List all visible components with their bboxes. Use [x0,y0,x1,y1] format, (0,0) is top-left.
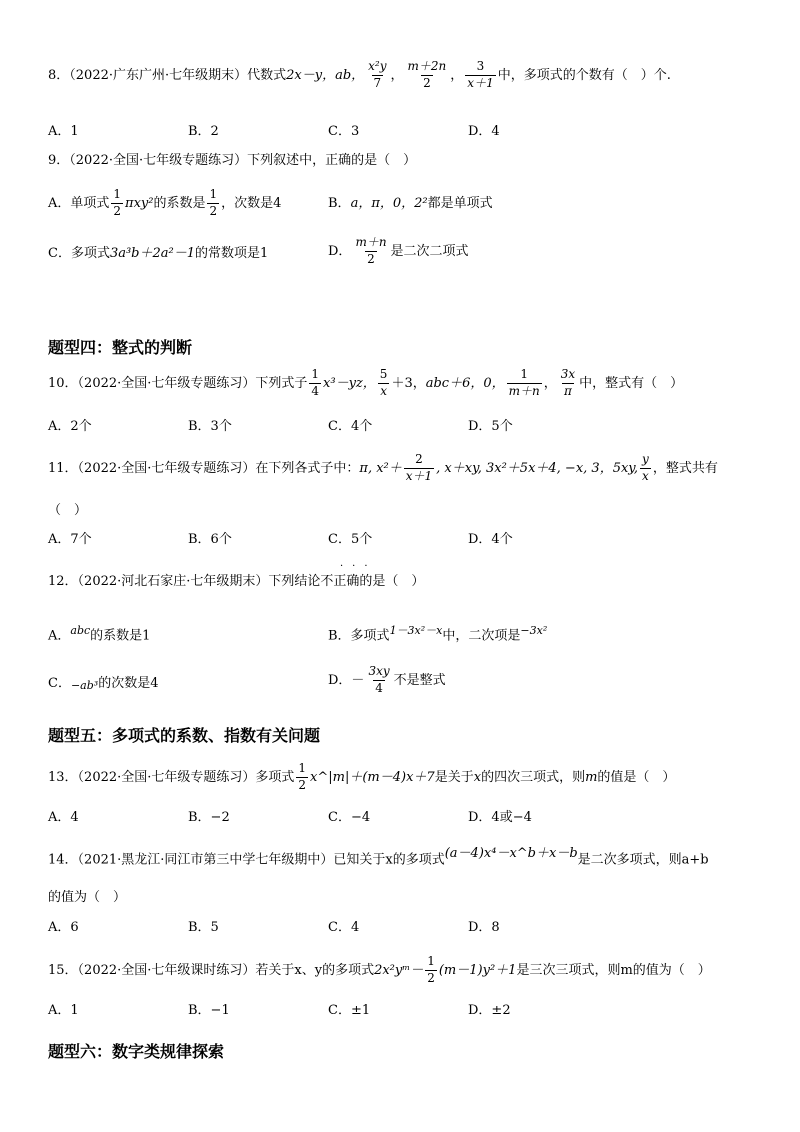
option-d: D．5个 [468,419,513,434]
fraction: $\frac{m+n}{2}$ [355,235,387,266]
fraction: $\frac{1}{4}$ [311,367,320,398]
question-10: 10．（2022·全国·七年级专题练习）下列式子 $\frac{1}{4}$ x³－yz， $\frac{5}{x}$ ＋3，abc＋6，0， $\frac{1}{m+n}$ ， $\frac{3x}{\pi}$ 中，整式有（ ） [48,367,684,398]
option-d: D．8 [468,920,500,935]
section-heading-4: 题型四：整式的判断 [48,338,193,357]
option-c: C．4 [328,920,360,935]
question-8-suffix: 中，多项式的个数有（ ）个. [497,67,671,83]
option-d: D．4或−4 [468,810,532,825]
option-d: D．4个 [468,532,513,547]
question-12-option-c: C．−ab³的次数是4 [48,676,159,693]
question-12-option-b: B．多项式$^{1-3x^2-x}$中，二次项是$^{-3x^2}$ [328,624,548,644]
fraction: $\frac{3}{x+1}$ [467,59,494,90]
question-12-option-d: D．－ $\frac{3xy}{4}$ 不是整式 [328,664,446,695]
option-a: A．1 [48,124,79,139]
option-b: B．−1 [188,1003,230,1018]
fraction: $\frac{1}{2}$ [113,187,122,218]
fraction: $\frac{1}{2}$ [427,954,435,985]
question-8-expr: 2x－y，ab， [286,67,365,83]
option-c: C．3 [328,124,360,139]
emphasis-dots: ··· [340,561,377,572]
fraction: $\frac{y}{x}$ [642,452,649,483]
question-11: 11．（2022·全国·七年级专题练习）在下列各式子中：π, x²＋ $\frac{2}{x+1}$ , x＋xy, 3x²＋5x＋4, −x, 3，5xy, $\frac{y}{x}$ ，整式共有 [48,452,718,483]
section-heading-6: 题型六：数字类规律探索 [48,1042,225,1061]
fraction: $\frac{\text{x²y}}{7}$ [368,59,387,90]
question-13: 13．（2022·全国·七年级专题练习）多项式 $\frac{1}{2}$ x^|m|＋(m－4)x＋7是关于x的四次三项式，则m的值是（ ） [48,761,676,792]
question-11-paren: （ ） [48,503,88,518]
option-c: C．−4 [328,810,371,825]
option-c: C．5个 [328,532,373,547]
fraction: $\frac{5}{x}$ [379,367,388,398]
question-9-option-b: B．a，π，0，2²都是单项式 [328,196,493,211]
question-9-option-a: A．单项式 $\frac{1}{2}$ πxy²的系数是 $\frac{1}{2}$ ，次数是4 [48,187,282,218]
question-8: 8．（2022·广东广州·七年级期末）代数式2x－y，ab， $\frac{\text{x²y}}{7}$ ， $\frac{m+2n}{2}$ ， $\frac{3}{x+1}$ 中，多项式的个数有（ ）个. [48,59,671,90]
section-heading-5: 题型五：多项式的系数、指数有关问题 [48,726,321,745]
option-b: B．5 [188,920,219,935]
question-8-prefix: 8．（2022·广东广州·七年级期末）代数式 [48,67,287,83]
fraction: $\frac{3xy}{4}$ [368,664,390,695]
fraction: $\frac{1}{2}$ [298,761,307,792]
option-a: A．7个 [48,532,92,547]
option-b: B．−2 [188,810,230,825]
question-9-option-d: D． $\frac{m+n}{2}$ 是二次二项式 [328,235,469,266]
question-15: 15．（2022·全国·七年级课时练习）若关于x、y的多项式2x²yᵐ－ $\frac{1}{2}$ (m－1)y²＋1是三次三项式，则m的值为（ ） [48,954,711,985]
option-b: B．2 [188,124,219,139]
option-b: B．6个 [188,532,232,547]
fraction: $\frac{2}{x+1}$ [405,452,433,483]
option-b: B．3个 [188,419,232,434]
option-d: D．±2 [468,1003,511,1018]
option-a: A．2个 [48,419,92,434]
question-9-option-c: C．多项式3a³b＋2a²－1的常数项是1 [48,246,269,261]
option-c: C．±1 [328,1003,371,1018]
option-a: A．1 [48,1003,79,1018]
option-c: C．4个 [328,419,373,434]
question-12-option-a: A．$^{abc}$的系数是1 [48,624,151,644]
option-a: A．6 [48,920,79,935]
fraction: $\frac{1}{m+n}$ [508,367,540,398]
question-9: 9．（2022·全国·七年级专题练习）下列叙述中，正确的是（ ） [48,153,417,168]
question-12: 12．（2022·河北石家庄·七年级期末）下列结论不正确的是（ ） [48,574,425,589]
option-a: A．4 [48,810,79,825]
question-14: 14．（2021·黑龙江·同江市第三中学七年级期中）已知关于x的多项式(a－4)x⁴－x^b＋x－b是二次多项式，则a+b [48,846,709,868]
option-d: D．4 [468,124,500,139]
fraction: $\frac{1}{2}$ [209,187,218,218]
question-14-line2: 的值为（ ） [48,890,127,905]
fraction: $\frac{m+2n}{2}$ [407,59,447,90]
fraction: $\frac{3x}{\pi}$ [560,367,576,398]
